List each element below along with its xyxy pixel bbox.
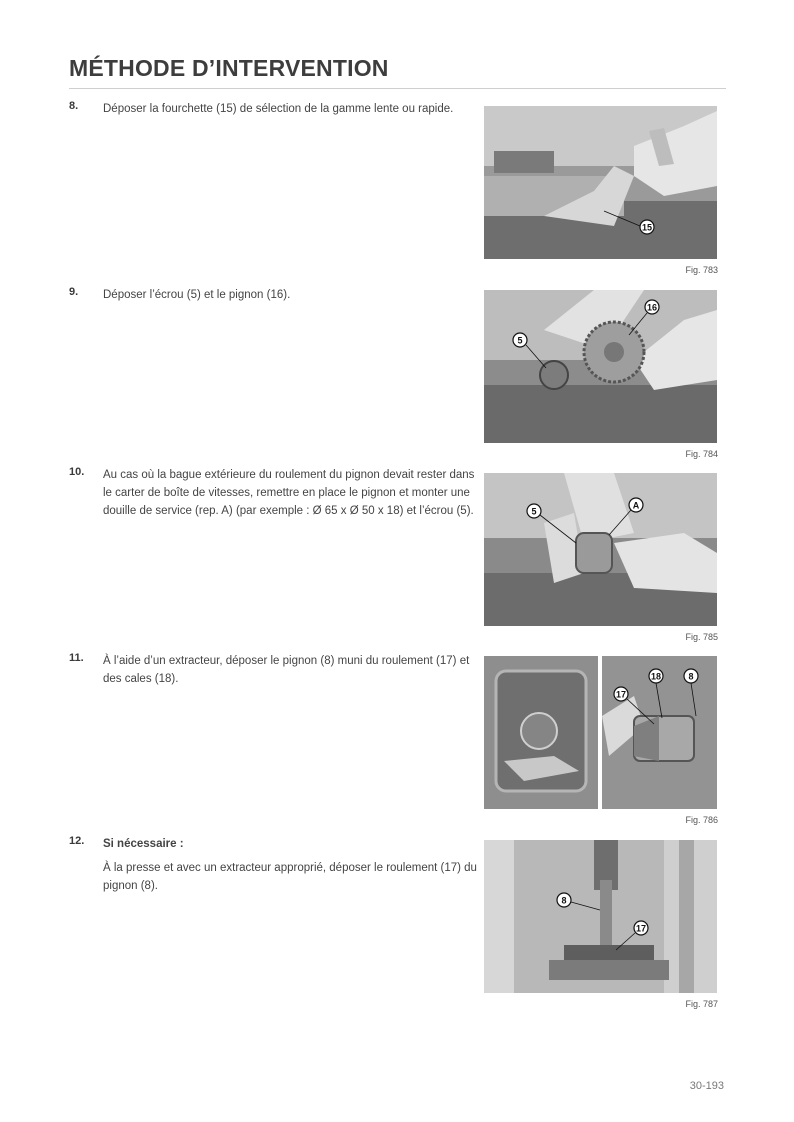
step-text bbox=[103, 466, 479, 520]
figure-caption: Fig. 783 bbox=[685, 265, 718, 275]
fig-784-photo bbox=[484, 290, 717, 443]
callout-17: 17 bbox=[615, 689, 627, 700]
callout-5: 5 bbox=[531, 506, 537, 517]
callout-a: A bbox=[632, 500, 640, 511]
callout-5: 5 bbox=[517, 335, 523, 346]
callout-16: 16 bbox=[646, 302, 658, 313]
fig-784-illustration bbox=[484, 290, 717, 443]
callout-8: 8 bbox=[688, 671, 694, 682]
figure-caption: Fig. 787 bbox=[685, 999, 718, 1009]
step-number: 10. bbox=[69, 466, 85, 478]
figure-caption: Fig. 785 bbox=[685, 632, 718, 642]
step-text bbox=[103, 100, 479, 118]
fig-785-photo bbox=[484, 473, 717, 626]
step-text bbox=[103, 835, 479, 895]
fig-785-illustration bbox=[484, 473, 717, 626]
callout-8: 8 bbox=[561, 895, 567, 906]
page-title: MÉTHODE D’INTERVENTION bbox=[69, 55, 389, 81]
step-number: 12. bbox=[69, 835, 85, 847]
step-text bbox=[103, 652, 479, 688]
callout-18: 18 bbox=[650, 671, 662, 682]
callout-17: 17 bbox=[635, 923, 647, 934]
step-number: 8. bbox=[69, 100, 79, 112]
figure-caption: Fig. 784 bbox=[685, 449, 718, 459]
step-number: 11. bbox=[69, 652, 84, 664]
step-instruction: Au cas où la bague extérieure du roulement du pignon devait rester dans le carter de boîte de vitesses, remettre en place le pignon et monter une douille de service (rep. A) (par exemple : Ø 65 x Ø 50 x 18) et l’écrou (5). bbox=[103, 469, 475, 517]
fig-787-illustration bbox=[484, 840, 717, 993]
step-instruction: Déposer l’écrou (5) et le pignon (16). bbox=[103, 289, 291, 301]
fig-786-illustration bbox=[484, 656, 717, 809]
page-number: 30-193 bbox=[689, 1080, 724, 1092]
fig-783-illustration bbox=[484, 106, 717, 259]
title-divider bbox=[69, 88, 726, 89]
step-heading: Si nécessaire : bbox=[103, 838, 184, 850]
fig-783-photo bbox=[484, 106, 717, 259]
step-instruction: Déposer la fourchette (15) de sélection de la gamme lente ou rapide. bbox=[103, 103, 454, 115]
fig-786-photo bbox=[484, 656, 717, 809]
fig-787-photo bbox=[484, 840, 717, 993]
step-text bbox=[103, 286, 479, 304]
step-instruction: À l’aide d’un extracteur, déposer le pignon (8) muni du roulement (17) et des cales (18). bbox=[103, 655, 470, 685]
step-number: 9. bbox=[69, 286, 79, 298]
step-instruction: À la presse et avec un extracteur approprié, déposer le roulement (17) du pignon (8). bbox=[103, 862, 477, 892]
callout-15: 15 bbox=[641, 222, 653, 233]
figure-caption: Fig. 786 bbox=[685, 815, 718, 825]
